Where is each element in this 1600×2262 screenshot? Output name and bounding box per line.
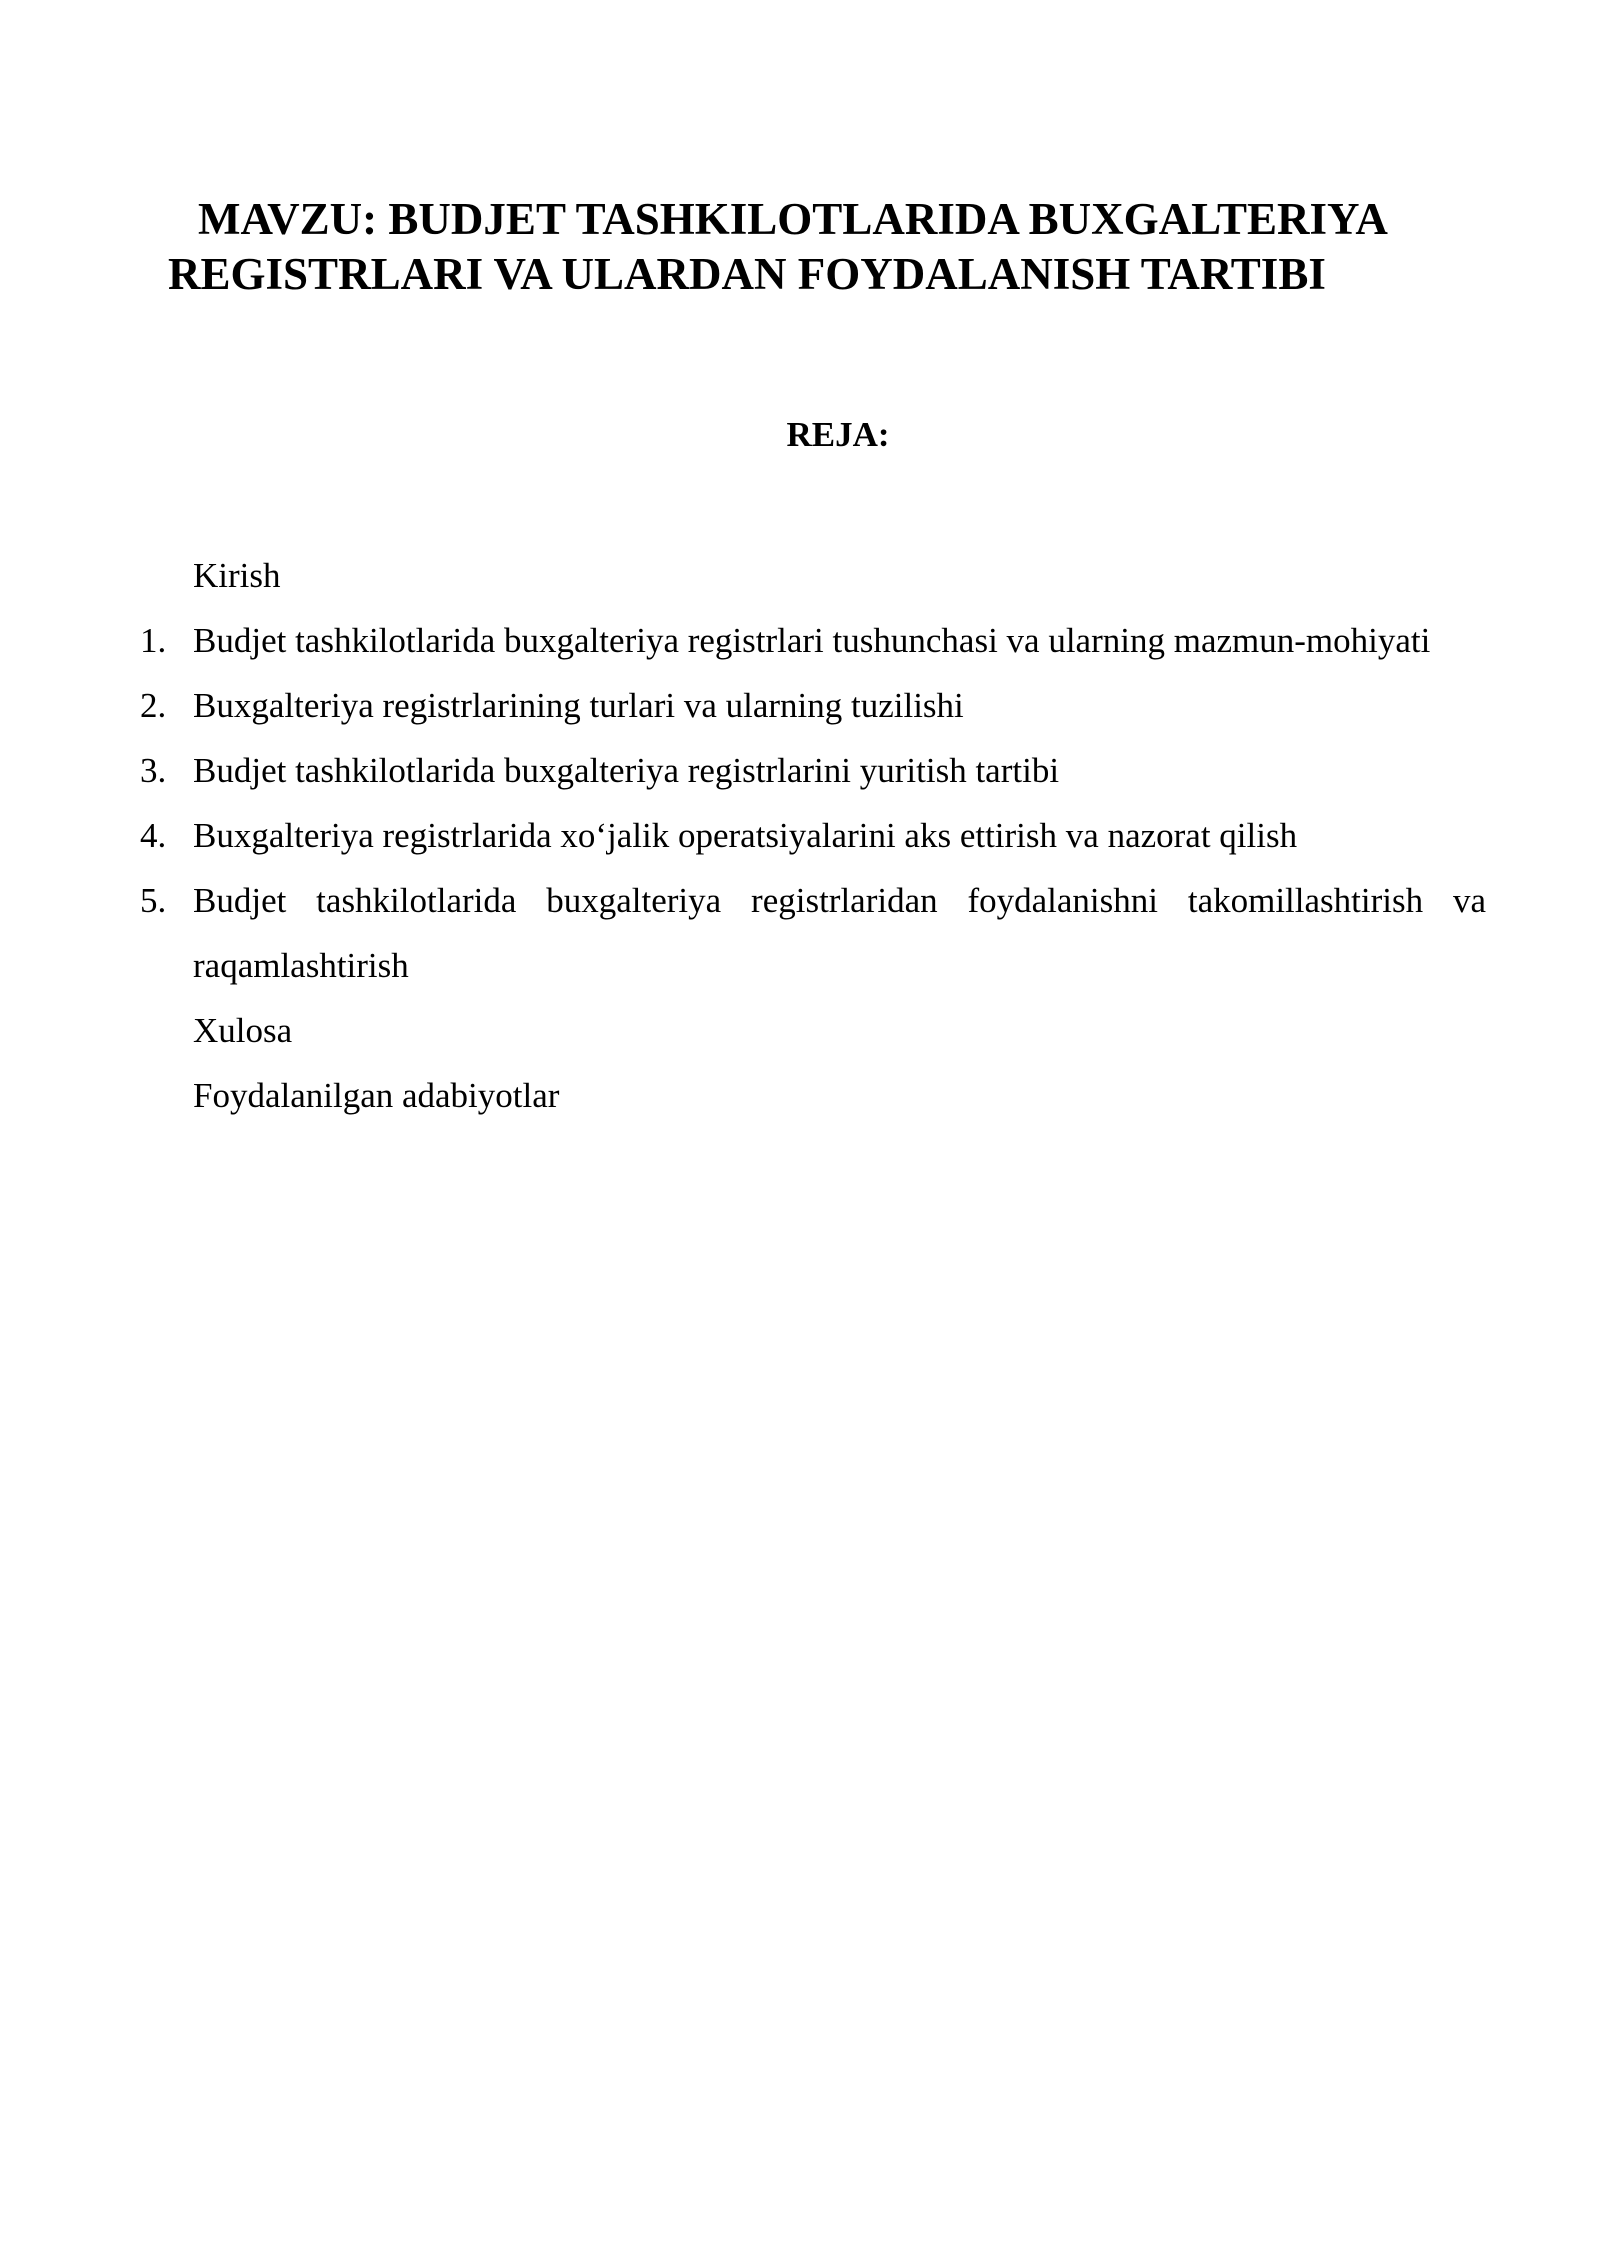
document-title (168, 192, 1488, 302)
plan-item-number: 3. (140, 751, 167, 790)
plan-item-text: Budjet tashkilotlarida buxgalteriya registrlari tushunchasi va ularning mazmun-mohiyati (193, 621, 1431, 660)
plan-item-number: 1. (140, 621, 167, 660)
plan-item-text: Buxgalteriya registrlarining turlari va ularning tuzilishi (193, 686, 964, 725)
plan-item-1 (140, 608, 1486, 673)
plan-item-conclusion (140, 998, 1486, 1063)
plan-item-5 (140, 868, 1486, 998)
plan-item-text: Kirish (193, 556, 281, 595)
plan-item-2 (140, 673, 1486, 738)
plan-item-text: Xulosa (193, 1011, 293, 1050)
plan-item-intro (140, 543, 1486, 608)
plan-item-number: 2. (140, 686, 167, 725)
plan-item-text: Budjet tashkilotlarida buxgalteriya registrlaridan foydalanishni takomillashtirish va raqamlashtirish (193, 881, 1486, 985)
plan-item-4 (140, 803, 1486, 868)
title-line-1: MAVZU: BUDJET TASHKILOTLARIDA BUXGALTERIYA (198, 194, 1388, 244)
plan-item-text: Foydalanilgan adabiyotlar (193, 1076, 560, 1115)
plan-item-references (140, 1063, 1486, 1128)
plan-heading: REJA: (786, 415, 890, 454)
plan-item-3 (140, 738, 1486, 803)
title-line-2: REGISTRLARI VA ULARDAN FOYDALANISH TARTIBI (168, 249, 1326, 299)
plan-item-text: Budjet tashkilotlarida buxgalteriya registrlarini yuritish tartibi (193, 751, 1060, 790)
plan-item-text: Buxgalteriya registrlarida xo‘jalik operatsiyalarini aks ettirish va nazorat qilish (193, 816, 1298, 855)
plan-item-number: 5. (140, 881, 167, 920)
plan-outline (140, 543, 1486, 1128)
plan-item-number: 4. (140, 816, 167, 855)
